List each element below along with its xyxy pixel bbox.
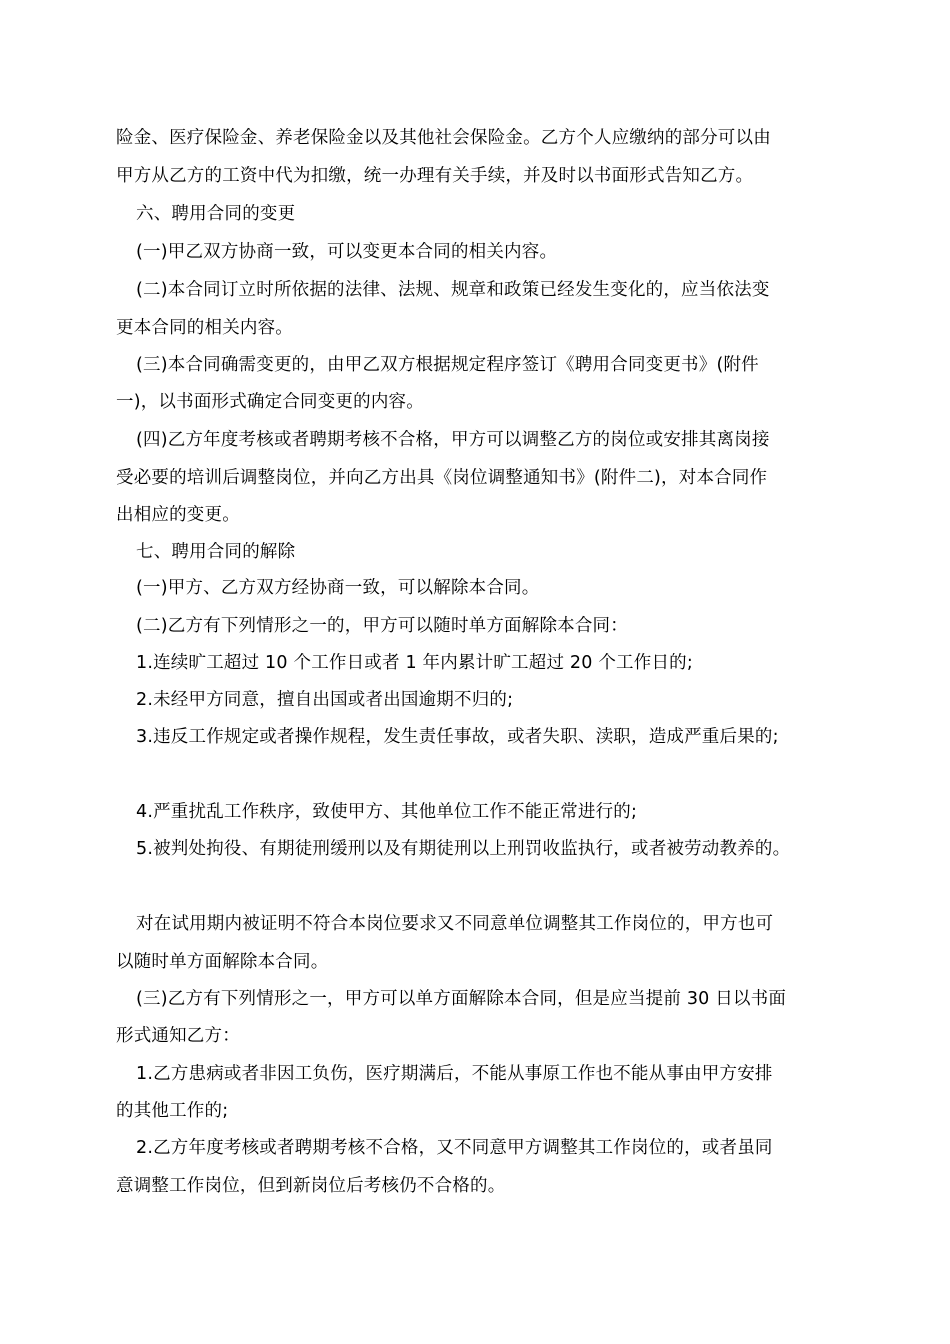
text-line: (四)乙方年度考核或者聘期考核不合格，甲方可以调整乙方的岗位或安排其离岗接 <box>136 430 770 450</box>
text-line: (二)乙方有下列情形之一的，甲方可以随时单方面解除本合同： <box>136 616 628 636</box>
text-line: 以随时单方面解除本合同。 <box>116 952 329 972</box>
text-line: 的其他工作的; <box>116 1101 229 1121</box>
text-line: 更本合同的相关内容。 <box>116 318 293 338</box>
list-item: 2.未经甲方同意，擅自出国或者出国逾期不归的; <box>136 690 514 710</box>
text-line: (三)本合同确需变更的，由甲乙双方根据规定程序签订《聘用合同变更书》(附件 <box>136 355 759 375</box>
text-line: (一)甲乙双方协商一致，可以变更本合同的相关内容。 <box>136 242 558 262</box>
text-line: (三)乙方有下列情形之一，甲方可以单方面解除本合同，但是应当提前 30 日以书面 <box>136 989 787 1009</box>
list-item: 5.被判处拘役、有期徒刑缓刑以及有期徒刑以上刑罚收监执行，或者被劳动教养的。 <box>136 839 791 859</box>
text-line: 出相应的变更。 <box>116 505 240 525</box>
text-line: 受必要的培训后调整岗位，并向乙方出具《岗位调整通知书》(附件二)，对本合同作 <box>116 468 768 488</box>
section-heading: 六、聘用合同的变更 <box>136 204 296 224</box>
text-line: 一)，以书面形式确定合同变更的内容。 <box>116 392 424 412</box>
text-line: 对在试用期内被证明不符合本岗位要求又不同意单位调整其工作岗位的，甲方也可 <box>136 914 774 934</box>
section-heading: 七、聘用合同的解除 <box>136 542 296 562</box>
list-item: 1.连续旷工超过 10 个工作日或者 1 年内累计旷工超过 20 个工作日的; <box>136 653 693 673</box>
text-line: (一)甲方、乙方双方经协商一致，可以解除本合同。 <box>136 578 540 598</box>
text-line: 意调整工作岗位，但到新岗位后考核仍不合格的。 <box>116 1176 506 1196</box>
list-item: 1.乙方患病或者非因工负伤，医疗期满后，不能从事原工作也不能从事由甲方安排 <box>136 1064 773 1084</box>
text-line: (二)本合同订立时所依据的法律、法规、规章和政策已经发生变化的，应当依法变 <box>136 280 770 300</box>
text-line: 险金、医疗保险金、养老保险金以及其他社会保险金。乙方个人应缴纳的部分可以由 <box>116 128 771 148</box>
text-line: 甲方从乙方的工资中代为扣缴，统一办理有关手续，并及时以书面形式告知乙方。 <box>116 166 754 186</box>
list-item: 4.严重扰乱工作秩序，致使甲方、其他单位工作不能正常进行的; <box>136 802 638 822</box>
list-item: 2.乙方年度考核或者聘期考核不合格，又不同意甲方调整其工作岗位的，或者虽同 <box>136 1138 773 1158</box>
list-item: 3.违反工作规定或者操作规程，发生责任事故，或者失职、渎职，造成严重后果的; <box>136 727 779 747</box>
text-line: 形式通知乙方： <box>116 1026 240 1046</box>
